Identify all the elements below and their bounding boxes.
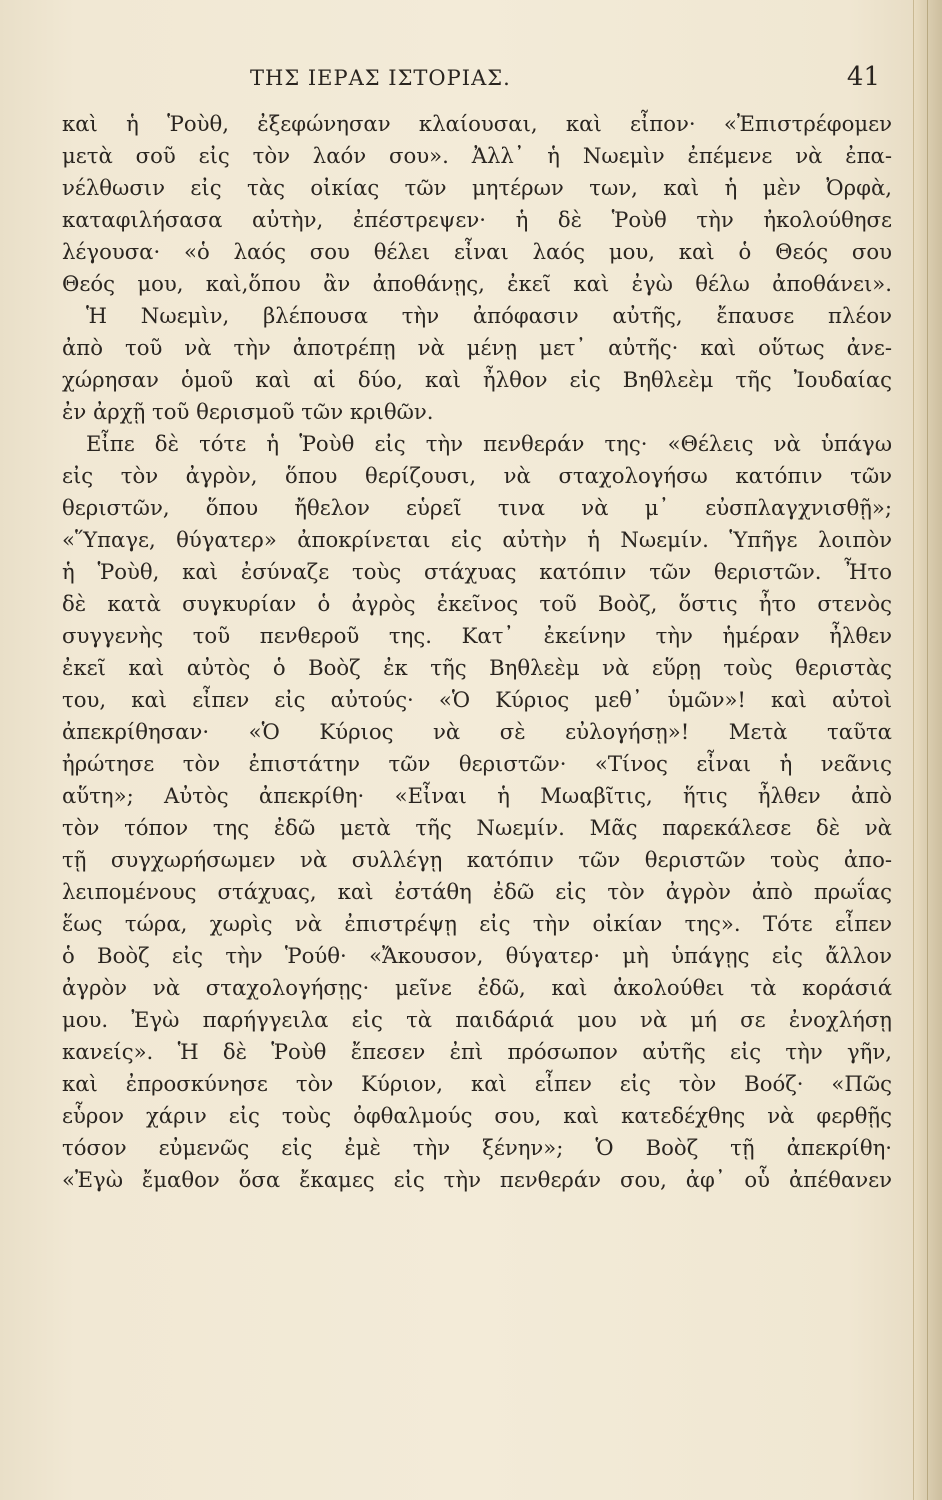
text-line: εἰς τὸν ἀγρὸν, ὅπου θερίζουσι, νὰ σταχολογήσω κατόπιν τῶν <box>62 463 892 488</box>
page-number: 41 <box>846 62 880 92</box>
text-line: Εἶπε δὲ τότε ἡ Ῥοὺθ εἰς τὴν πενθεράν της· «Θέλεις νὰ ὑπάγω <box>86 431 892 456</box>
running-head: ΤΗΣ ΙΕΡΑΣ ΙΣΤΟΡΙΑΣ. <box>250 66 511 90</box>
text-line: δὲ κατὰ συγκυρίαν ὁ ἀγρὸς ἐκεῖνος τοῦ Βοὸζ, ὅστις ἦτο στενὸς <box>62 591 892 616</box>
text-line: καταφιλήσασα αὐτὴν, ἐπέστρεψεν· ἡ δὲ Ῥοὺθ τὴν ἠκολούθησε <box>62 207 892 232</box>
text-line: ἐκεῖ καὶ αὐτὸς ὁ Βοὸζ ἐκ τῆς Βηθλεὲμ νὰ εὕρῃ τοὺς θεριστὰς <box>62 655 892 680</box>
text-line: καὶ ἡ Ῥοὺθ, ἐξεφώνησαν κλαίουσαι, καὶ εἶπον· «Ἐπιστρέφομεν <box>62 111 892 136</box>
text-line: ἐν ἀρχῇ τοῦ θερισμοῦ τῶν κριθῶν. <box>62 399 434 424</box>
text-line: «Ἐγὼ ἔμαθον ὅσα ἔκαμες εἰς τὴν πενθεράν σου, ἀφ᾽ οὗ ἀπέθανεν <box>62 1167 892 1192</box>
text-line: εὗρον χάριν εἰς τοὺς ὀφθαλμούς σου, καὶ κατεδέχθης νὰ φερθῇς <box>62 1103 892 1128</box>
text-line: τῇ συγχωρήσωμεν νὰ συλλέγῃ κατόπιν τῶν θεριστῶν τοὺς ἀπο- <box>62 847 892 872</box>
text-line: τόσον εὐμενῶς εἰς ἐμὲ τὴν ξένην»; Ὁ Βοὸζ τῇ ἀπεκρίθη· <box>62 1135 892 1160</box>
text-line: ἀπεκρίθησαν· «Ὁ Κύριος νὰ σὲ εὐλογήσῃ»! Μετὰ ταῦτα <box>62 719 892 744</box>
text-line: ἡ Ῥοὺθ, καὶ ἐσύναζε τοὺς στάχυας κατόπιν τῶν θεριστῶν. Ἦτο <box>62 559 892 584</box>
body-text <box>62 108 892 1196</box>
text-line: κανείς». Ἡ δὲ Ῥοὺθ ἔπεσεν ἐπὶ πρόσωπον αὐτῆς εἰς τὴν γῆν, <box>62 1039 892 1064</box>
text-line: τὸν τόπον της ἐδῶ μετὰ τῆς Νωεμίν. Μᾶς παρεκάλεσε δὲ νὰ <box>62 815 892 840</box>
text-line: νέλθωσιν εἰς τὰς οἰκίας τῶν μητέρων των, καὶ ἡ μὲν Ὀρφὰ, <box>62 175 892 200</box>
text-line: Θεός μου, καὶ,ὅπου ἂν ἀποθάνῃς, ἐκεῖ καὶ ἐγὼ θέλω ἀποθάνει». <box>62 271 892 296</box>
text-line: συγγενὴς τοῦ πενθεροῦ της. Κατ᾽ ἐκείνην τὴν ἡμέραν ἦλθεν <box>62 623 892 648</box>
text-line: μετὰ σοῦ εἰς τὸν λαόν σου». Ἀλλ᾽ ἡ Νωεμὶν ἐπέμενε νὰ ἐπα- <box>62 143 892 168</box>
page-header <box>70 62 880 102</box>
text-line: ἀπὸ τοῦ νὰ τὴν ἀποτρέπῃ νὰ μένῃ μετ᾽ αὐτῆς· καὶ οὕτως ἀνε- <box>62 335 892 360</box>
text-line: του, καὶ εἶπεν εἰς αὐτούς· «Ὁ Κύριος μεθ᾽ ὑμῶν»! καὶ αὐτοὶ <box>62 687 892 712</box>
text-line: ὁ Βοὸζ εἰς τὴν Ῥούθ· «Ἄκουσον, θύγατερ· μὴ ὑπάγῃς εἰς ἄλλον <box>62 943 892 968</box>
text-line: ἠρώτησε τὸν ἐπιστάτην τῶν θεριστῶν· «Τίνος εἶναι ἡ νεᾶνις <box>62 751 892 776</box>
text-line: «Ὕπαγε, θύγατερ» ἀποκρίνεται εἰς αὐτὴν ἡ Νωεμίν. Ὑπῆγε λοιπὸν <box>62 527 892 552</box>
text-line: λειπομένους στάχυας, καὶ ἐστάθη ἐδῶ εἰς τὸν ἀγρὸν ἀπὸ πρωΐας <box>62 879 892 904</box>
text-line: θεριστῶν, ὅπου ἤθελον εὑρεῖ τινα νὰ μ᾽ εὐσπλαγχνισθῇ»; <box>62 495 892 520</box>
text-line: ἀγρὸν νὰ σταχολογήσῃς· μεῖνε ἐδῶ, καὶ ἀκολούθει τὰ κοράσιά <box>62 975 892 1000</box>
text-line: μου. Ἐγὼ παρήγγειλα εἰς τὰ παιδάριά μου νὰ μή σε ἐνοχλήσῃ <box>62 1007 892 1032</box>
text-line: ἕως τώρα, χωρὶς νὰ ἐπιστρέψῃ εἰς τὴν οἰκίαν της». Τότε εἶπεν <box>62 911 892 936</box>
text-line: αὕτη»; Αὐτὸς ἀπεκρίθη· «Εἶναι ἡ Μωαβῖτις, ἥτις ἦλθεν ἀπὸ <box>62 783 892 808</box>
text-line: Ἡ Νωεμὶν, βλέπουσα τὴν ἀπόφασιν αὐτῆς, ἔπαυσε πλέον <box>86 303 892 328</box>
page-edge-line <box>927 0 928 1500</box>
text-line: λέγουσα· «ὁ λαός σου θέλει εἶναι λαός μου, καὶ ὁ Θεός σου <box>62 239 892 264</box>
text-line: καὶ ἐπροσκύνησε τὸν Κύριον, καὶ εἶπεν εἰς τὸν Βοόζ· «Πῶς <box>62 1071 892 1096</box>
text-line: χώρησαν ὁμοῦ καὶ αἱ δύο, καὶ ἦλθον εἰς Βηθλεὲμ τῆς Ἰουδαίας <box>62 367 892 392</box>
